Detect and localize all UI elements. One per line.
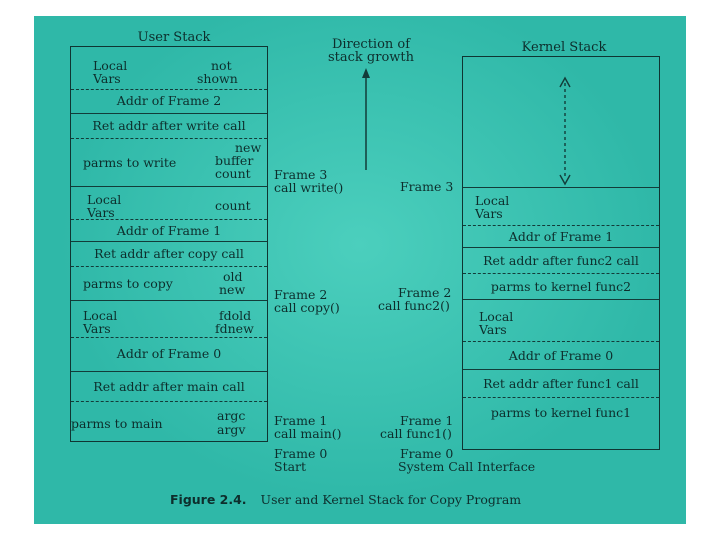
parms-to-copy-label: parms to copy [83,276,173,291]
ret-after-func1-label: Ret addr after func1 call [483,376,639,391]
user-parms-to-write [71,138,267,186]
local-label: Local [83,308,118,323]
kernel-frame1-label: Frame 1 [400,413,454,428]
user-ret-after-main [71,371,267,401]
vars-label: Vars [87,205,115,220]
vars-label: Vars [475,206,503,221]
user-frame2-label: Frame 2 [274,287,328,302]
start-label: Start [274,459,307,474]
user-frame3-locals [71,47,267,89]
diagram-photo [34,16,686,524]
kernel-frame2-label: Frame 2 [398,285,452,300]
figure-caption-text: User and Kernel Stack for Copy Program [260,492,522,507]
kernel-addr-frame0 [463,341,659,369]
user-frame1-locals [71,300,267,337]
double-arrow-icon [555,75,575,187]
parms-to-main-label: parms to main [71,416,163,431]
copy-arg-new: new [219,282,246,297]
addr-frame2-label: Addr of Frame 2 [116,93,222,108]
local-label: Local [479,309,514,324]
figure-caption [170,492,521,507]
call-copy-label: call copy() [274,300,340,315]
user-stack-title: User Stack [137,30,211,45]
user-frame0-label: Frame 0 [274,446,328,461]
user-addr-frame2 [71,89,267,113]
user-addr-frame0 [71,337,267,371]
call-func1-label: call func1() [380,426,452,441]
parms-to-func1-label: parms to kernel func1 [490,405,632,420]
call-main-label: call main() [274,426,342,441]
user-addr-frame1 [71,219,267,241]
call-write-label: call write() [274,180,344,195]
user-frame3-label: Frame 3 [274,167,328,182]
vars-label: Vars [83,321,111,336]
kernel-parms-to-func2 [463,273,659,299]
addr-frame0-label: Addr of Frame 0 [508,348,614,363]
addr-frame1-label: Addr of Frame 1 [508,229,614,244]
local-label: Local [93,58,128,73]
kernel-frame0-label: Frame 0 [400,446,454,461]
kernel-ret-after-func2 [463,247,659,273]
user-parms-to-copy [71,266,267,300]
main-arg-argc: argc [217,408,246,423]
kernel-frame3-locals [463,187,659,225]
figure-number: Figure 2.4. [170,492,247,507]
fdnew-label: fdnew [215,321,254,336]
not-label: not [211,58,232,73]
user-parms-to-main [71,401,267,443]
vars-label: Vars [479,322,507,337]
direction-line2: stack growth [327,50,415,65]
fdold-label: fdold [219,308,252,323]
user-frame1-label: Frame 1 [274,413,328,428]
parms-to-func2-label: parms to kernel func2 [490,279,632,294]
direction-line1: Direction of [331,37,411,52]
kernel-frame3-label: Frame 3 [400,179,454,194]
local-label: Local [87,192,122,207]
kernel-addr-frame1 [463,225,659,247]
local-label: Local [475,193,510,208]
ret-after-copy-label: Ret addr after copy call [94,246,244,261]
parms-to-write-label: parms to write [83,155,177,170]
user-ret-after-write [71,113,267,138]
main-arg-argv: argv [217,422,246,437]
kernel-stack-box [462,56,660,450]
ret-after-main-label: Ret addr after main call [93,379,245,394]
user-frame2-locals [71,186,267,219]
copy-arg-old: old [223,269,243,284]
vars-label: Vars [93,71,121,86]
shown-label: shown [197,71,238,86]
direction-arrow-icon [360,68,372,172]
call-func2-label: call func2() [378,298,450,313]
addr-frame1-label: Addr of Frame 1 [116,223,222,238]
kernel-ret-after-func1 [463,369,659,397]
kernel-frame2-locals [463,299,659,341]
kernel-stack-title: Kernel Stack [521,40,607,55]
system-call-interface-label: System Call Interface [398,459,536,474]
write-arg-new: new [235,140,262,155]
kernel-parms-to-func1 [463,397,659,451]
count-label: count [215,198,251,213]
addr-frame0-label: Addr of Frame 0 [116,346,222,361]
user-stack-box [70,46,268,442]
ret-after-func2-label: Ret addr after func2 call [483,253,639,268]
write-arg-buffer: buffer [215,153,254,168]
user-ret-after-copy [71,241,267,266]
ret-after-write-label: Ret addr after write call [92,118,246,133]
write-arg-count: count [215,166,251,181]
